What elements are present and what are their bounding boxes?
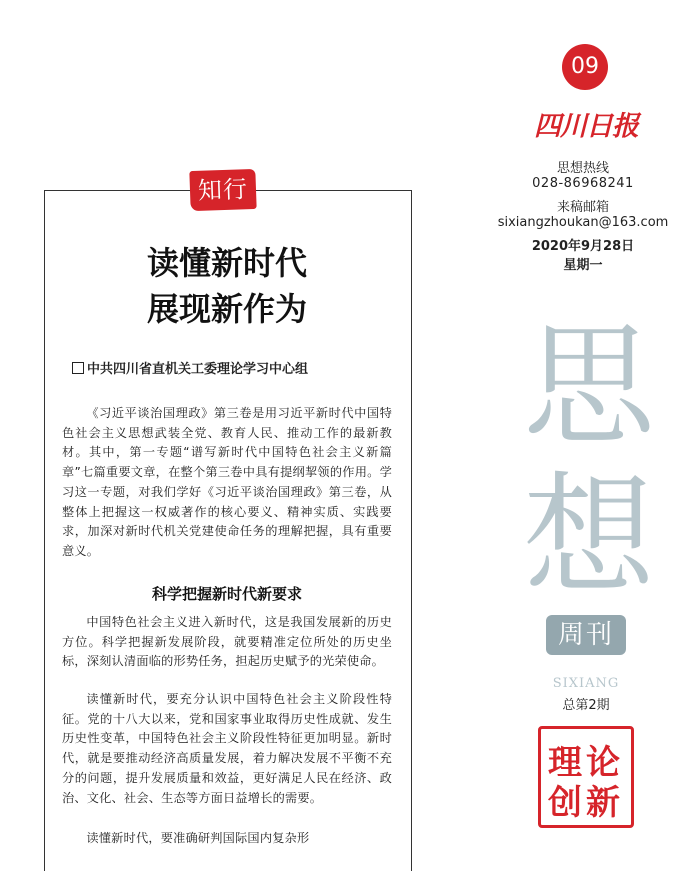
theory-innovation-stamp bbox=[538, 726, 634, 828]
mail-address: sixiangzhoukan@163.com bbox=[497, 215, 669, 230]
hotline-label: 思想热线 bbox=[556, 161, 609, 176]
byline-text: 中共四川省直机关工委理论学习中心组 bbox=[87, 362, 309, 377]
paragraph-2: 中国特色社会主义进入新时代，这是我国发展新的历史方位。科学把握新发展阶段，就要精准定位所处的历史坐标，深刻认清面临的形势任务，担起历史赋予的光荣使命。 bbox=[62, 615, 392, 669]
paragraph-4: 读懂新时代，要准确研判国际国内复杂形 bbox=[86, 831, 310, 845]
mail-label: 来稿邮箱 bbox=[556, 200, 609, 215]
section-title-char-1: 思 bbox=[523, 310, 655, 464]
issue-weekday: 星期一 bbox=[563, 258, 603, 273]
weekly-tag: 周刊 bbox=[546, 615, 626, 655]
headline-line-2: 展现新作为 bbox=[146, 290, 307, 328]
paragraph-1: 《习近平谈治国理政》第三卷是用习近平新时代中国特色社会主义思想武装全党、教育人民、推动工作的最新教材。其中，第一专题“谱写新时代中国特色社会主义新篇章”七篇重要文章，在整个第三卷中具有提纲挈领的作用。学习这一专题，对我们学好《习近平谈治国理政》第三卷，从整体上把握这一权威著作的核心要义、精神实质、实践要求，加深对新时代机关党建使命任务的理解把握，具有重要意义。 bbox=[62, 406, 392, 558]
column-tag: 知行 bbox=[189, 169, 256, 211]
stamp-line-1: 理论 bbox=[548, 743, 624, 783]
subheading: 科学把握新时代新要求 bbox=[151, 585, 302, 603]
section-pinyin: SIXIANG bbox=[552, 676, 620, 691]
headline bbox=[44, 240, 410, 332]
page-number-badge: 09 bbox=[562, 44, 608, 90]
headline-line-1: 读懂新时代 bbox=[146, 244, 307, 282]
paragraph-3: 读懂新时代，要充分认识中国特色社会主义阶段性特征。党的十八大以来，党和国家事业取得历史性成就、发生历史性变革，中国特色社会主义阶段性特征更加明显。新时代，就是要推动经济高质量发展，着力解决发展不平衡不充分的问题，提升发展质量和效益，更好满足人民在经济、政治、文化、社会、生态等方面日益增长的需要。 bbox=[62, 692, 392, 805]
issue-date: 2020年9月28日 bbox=[531, 239, 635, 254]
stamp-line-2: 创新 bbox=[548, 783, 624, 823]
issue-number: 总第2期 bbox=[562, 698, 610, 713]
paper-logo: 四川日报 bbox=[534, 111, 638, 142]
section-title-char-2: 想 bbox=[523, 460, 655, 614]
hotline-number: 028-86968241 bbox=[532, 176, 634, 191]
byline bbox=[72, 358, 308, 377]
square-bullet-icon bbox=[72, 362, 84, 374]
